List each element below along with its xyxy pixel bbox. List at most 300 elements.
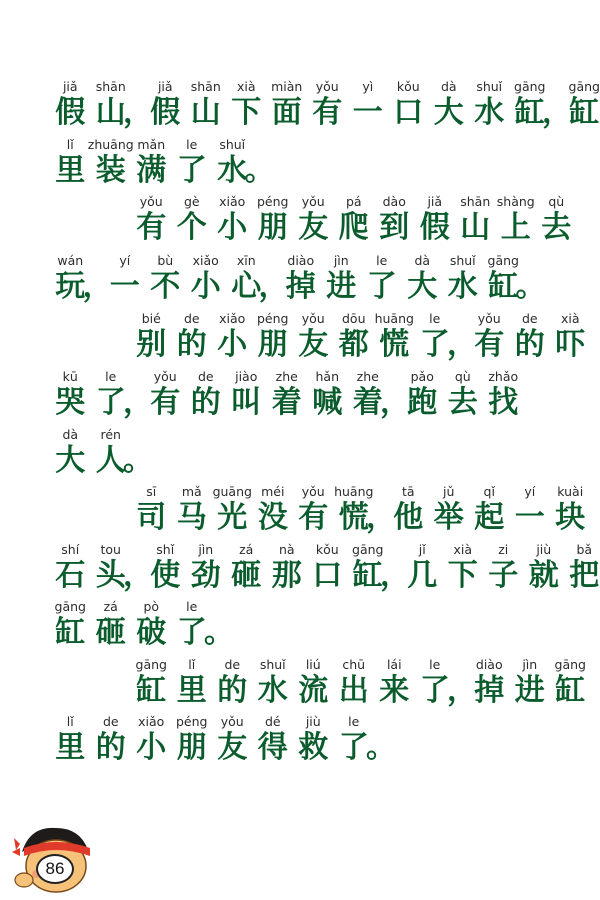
character-unit bbox=[307, 541, 348, 592]
pinyin: lǐ bbox=[66, 714, 74, 729]
character-unit bbox=[429, 483, 470, 534]
punctuation bbox=[380, 368, 410, 420]
pinyin: xià bbox=[236, 79, 256, 94]
character-unit bbox=[550, 656, 591, 707]
character-unit bbox=[131, 656, 172, 707]
hanzi: 一 bbox=[109, 269, 140, 304]
pinyin: zhe bbox=[275, 369, 298, 384]
pinyin: yǒu bbox=[220, 714, 244, 729]
character-unit bbox=[374, 310, 415, 361]
pinyin: zi bbox=[498, 542, 509, 557]
hanzi: 下 bbox=[231, 95, 262, 130]
pinyin: jiǎ bbox=[427, 194, 443, 209]
hanzi: 里 bbox=[176, 673, 207, 708]
punctuation bbox=[380, 541, 410, 593]
pinyin: gāng bbox=[54, 599, 86, 614]
character-unit bbox=[510, 483, 551, 534]
character-unit bbox=[307, 368, 348, 419]
pinyin: kǒu bbox=[315, 542, 339, 557]
pinyin: pá bbox=[345, 194, 362, 209]
character-unit bbox=[172, 713, 213, 764]
pinyin: gāng bbox=[568, 79, 600, 94]
character-unit bbox=[226, 541, 267, 592]
hanzi: 起 bbox=[474, 500, 505, 535]
punctuation-mark: 。 bbox=[366, 730, 396, 765]
character-unit bbox=[131, 193, 172, 244]
hanzi: 朋 bbox=[257, 210, 288, 245]
hanzi: 了 bbox=[95, 385, 126, 420]
character-unit bbox=[145, 368, 186, 419]
character-unit bbox=[267, 541, 308, 592]
pinyin: zhuāng bbox=[87, 137, 134, 152]
hanzi: 心 bbox=[231, 269, 262, 304]
punctuation bbox=[123, 426, 153, 478]
character-unit bbox=[348, 78, 389, 129]
hanzi: 的 bbox=[176, 327, 207, 362]
hanzi: 爬 bbox=[338, 210, 369, 245]
hanzi: 假 bbox=[55, 95, 86, 130]
text-line bbox=[50, 426, 153, 478]
pinyin: méi bbox=[261, 484, 285, 499]
character-unit bbox=[91, 713, 132, 764]
punctuation bbox=[123, 541, 153, 593]
hanzi: 都 bbox=[338, 327, 369, 362]
character-unit bbox=[50, 426, 91, 477]
hanzi: 不 bbox=[150, 269, 181, 304]
hanzi: 里 bbox=[55, 153, 86, 188]
hanzi: 块 bbox=[555, 500, 586, 535]
hanzi: 缸 bbox=[569, 95, 600, 130]
character-unit bbox=[334, 310, 375, 361]
pinyin: péng bbox=[257, 311, 289, 326]
hanzi: 缸 bbox=[136, 673, 167, 708]
character-unit bbox=[212, 193, 253, 244]
hanzi: 玩 bbox=[55, 269, 86, 304]
hanzi: 缸 bbox=[352, 558, 383, 593]
hanzi: 满 bbox=[136, 153, 167, 188]
character-unit bbox=[443, 252, 484, 303]
character-unit bbox=[510, 310, 551, 361]
character-unit bbox=[253, 193, 294, 244]
pinyin: de bbox=[197, 369, 214, 384]
hanzi: 朋 bbox=[257, 327, 288, 362]
pinyin: mǎ bbox=[181, 484, 202, 499]
character-unit bbox=[402, 252, 443, 303]
punctuation bbox=[447, 656, 477, 708]
hanzi: 有 bbox=[312, 95, 343, 130]
hanzi: 水 bbox=[447, 269, 478, 304]
punctuation bbox=[542, 78, 572, 130]
character-unit bbox=[524, 541, 565, 592]
hanzi: 一 bbox=[352, 95, 383, 130]
hanzi: 友 bbox=[298, 210, 329, 245]
hanzi: 上 bbox=[500, 210, 531, 245]
pinyin: zhǎo bbox=[488, 369, 519, 384]
pinyin: zhe bbox=[356, 369, 379, 384]
pinyin: yǒu bbox=[301, 484, 325, 499]
hanzi: 到 bbox=[379, 210, 410, 245]
pinyin: qǐ bbox=[483, 484, 495, 499]
character-unit bbox=[267, 368, 308, 419]
character-unit bbox=[334, 656, 375, 707]
character-unit bbox=[293, 483, 334, 534]
hanzi: 小 bbox=[190, 269, 221, 304]
pinyin: lǐ bbox=[188, 657, 196, 672]
character-unit bbox=[321, 252, 362, 303]
pinyin: xiǎo bbox=[219, 311, 246, 326]
text-line bbox=[50, 483, 591, 534]
hanzi: 没 bbox=[257, 500, 288, 535]
pinyin: dōu bbox=[341, 311, 366, 326]
hanzi: 破 bbox=[136, 615, 167, 650]
pinyin: gāng bbox=[487, 253, 519, 268]
pinyin: lái bbox=[386, 657, 402, 672]
character-unit bbox=[293, 656, 334, 707]
pinyin: yì bbox=[362, 79, 374, 94]
character-unit bbox=[564, 78, 600, 129]
pinyin: shuǐ bbox=[259, 657, 286, 672]
hanzi: 马 bbox=[176, 500, 207, 535]
punctuation bbox=[258, 252, 289, 304]
hanzi: 口 bbox=[312, 558, 343, 593]
character-unit bbox=[172, 193, 213, 244]
character-unit bbox=[402, 541, 443, 592]
pinyin: guāng bbox=[212, 484, 252, 499]
pinyin: mǎn bbox=[137, 137, 166, 152]
character-unit bbox=[50, 598, 91, 649]
hanzi: 有 bbox=[136, 210, 167, 245]
character-unit bbox=[212, 656, 253, 707]
pinyin: lǐ bbox=[66, 137, 74, 152]
pinyin: dà bbox=[62, 427, 79, 442]
character-unit bbox=[469, 656, 510, 707]
pinyin: bié bbox=[141, 311, 161, 326]
text-line bbox=[50, 713, 396, 765]
punctuation-mark: 。 bbox=[515, 269, 546, 304]
pinyin: xià bbox=[453, 542, 473, 557]
character-unit bbox=[50, 78, 91, 129]
pinyin: shuǐ bbox=[476, 79, 503, 94]
character-unit bbox=[212, 713, 253, 764]
character-unit bbox=[131, 598, 172, 649]
character-unit bbox=[131, 310, 172, 361]
character-unit bbox=[267, 78, 308, 129]
hanzi: 面 bbox=[271, 95, 302, 130]
pinyin: huāng bbox=[374, 311, 414, 326]
hanzi: 了 bbox=[366, 269, 397, 304]
pinyin: qù bbox=[454, 369, 471, 384]
pinyin: le bbox=[429, 311, 441, 326]
character-unit bbox=[388, 483, 429, 534]
hanzi: 大 bbox=[55, 443, 86, 478]
hanzi: 口 bbox=[393, 95, 424, 130]
hanzi: 别 bbox=[136, 327, 167, 362]
hanzi: 山 bbox=[95, 95, 126, 130]
punctuation-mark: ， bbox=[447, 673, 477, 708]
pinyin: nà bbox=[278, 542, 295, 557]
pinyin: gāng bbox=[514, 79, 546, 94]
character-unit bbox=[415, 193, 456, 244]
character-unit bbox=[91, 598, 132, 649]
pinyin: dé bbox=[264, 714, 281, 729]
hanzi: 头 bbox=[95, 558, 126, 593]
text-line bbox=[50, 541, 600, 592]
hanzi: 出 bbox=[338, 673, 369, 708]
character-unit bbox=[50, 368, 91, 419]
hanzi: 了 bbox=[419, 327, 450, 362]
hanzi: 一 bbox=[514, 500, 545, 535]
character-unit bbox=[443, 368, 484, 419]
character-unit bbox=[483, 541, 524, 592]
pinyin: miàn bbox=[271, 79, 303, 94]
pinyin: kuài bbox=[557, 484, 584, 499]
pinyin: péng bbox=[257, 194, 289, 209]
hanzi: 有 bbox=[150, 385, 181, 420]
punctuation-mark: ， bbox=[258, 269, 289, 304]
text-line bbox=[50, 598, 234, 650]
character-unit bbox=[226, 368, 267, 419]
punctuation bbox=[123, 368, 153, 420]
pinyin: huāng bbox=[334, 484, 374, 499]
character-unit bbox=[186, 78, 227, 129]
pinyin: qù bbox=[548, 194, 565, 209]
pinyin: sī bbox=[146, 484, 157, 499]
pinyin: jiù bbox=[305, 714, 321, 729]
pinyin: wán bbox=[57, 253, 84, 268]
pinyin: jiào bbox=[235, 369, 258, 384]
hanzi: 的 bbox=[95, 730, 126, 765]
punctuation-mark: ， bbox=[123, 385, 153, 420]
character-unit bbox=[281, 252, 322, 303]
pinyin: chū bbox=[342, 657, 366, 672]
pinyin: jìn bbox=[522, 657, 538, 672]
hanzi: 使 bbox=[150, 558, 181, 593]
punctuation bbox=[123, 78, 153, 130]
character-unit bbox=[145, 541, 186, 592]
character-unit bbox=[145, 252, 186, 303]
text-line bbox=[50, 368, 524, 419]
punctuation-mark: ， bbox=[366, 500, 396, 535]
pinyin: gāng bbox=[554, 657, 586, 672]
character-unit bbox=[334, 193, 375, 244]
hanzi: 人 bbox=[95, 443, 126, 478]
hanzi: 着 bbox=[352, 385, 383, 420]
hanzi: 小 bbox=[217, 210, 248, 245]
hanzi: 那 bbox=[271, 558, 302, 593]
hanzi: 来 bbox=[379, 673, 410, 708]
hanzi: 司 bbox=[136, 500, 167, 535]
character-unit bbox=[131, 136, 172, 187]
punctuation-mark: ， bbox=[123, 95, 153, 130]
pinyin: xīn bbox=[236, 253, 256, 268]
hanzi: 了 bbox=[176, 153, 207, 188]
character-unit bbox=[402, 368, 443, 419]
pinyin: zá bbox=[239, 542, 254, 557]
character-unit bbox=[443, 541, 484, 592]
character-unit bbox=[469, 310, 510, 361]
character-unit bbox=[293, 193, 334, 244]
pinyin: yí bbox=[524, 484, 536, 499]
hanzi: 得 bbox=[257, 730, 288, 765]
hanzi: 流 bbox=[298, 673, 329, 708]
pinyin: gāng bbox=[135, 657, 167, 672]
pinyin: hǎn bbox=[315, 369, 339, 384]
character-unit bbox=[374, 656, 415, 707]
hanzi: 缸 bbox=[555, 673, 586, 708]
pinyin: pǎo bbox=[410, 369, 434, 384]
character-unit bbox=[50, 713, 91, 764]
pinyin: péng bbox=[176, 714, 208, 729]
pinyin: le bbox=[376, 253, 388, 268]
pinyin: kū bbox=[62, 369, 78, 384]
pinyin: shuǐ bbox=[219, 137, 246, 152]
punctuation bbox=[447, 310, 477, 362]
character-unit bbox=[105, 252, 146, 303]
pinyin: shān bbox=[190, 79, 221, 94]
hanzi: 找 bbox=[488, 385, 519, 420]
punctuation-mark: ， bbox=[82, 269, 113, 304]
pinyin: jiǎ bbox=[157, 79, 173, 94]
pinyin: xià bbox=[560, 311, 580, 326]
hanzi: 水 bbox=[474, 95, 505, 130]
punctuation-mark: ， bbox=[542, 95, 572, 130]
character-unit bbox=[131, 713, 172, 764]
punctuation bbox=[204, 598, 234, 650]
character-unit bbox=[483, 368, 524, 419]
pinyin: yǒu bbox=[153, 369, 177, 384]
character-unit bbox=[469, 78, 510, 129]
punctuation-mark: ， bbox=[380, 385, 410, 420]
hanzi: 了 bbox=[176, 615, 207, 650]
hanzi: 大 bbox=[407, 269, 438, 304]
pinyin: le bbox=[186, 599, 198, 614]
pinyin: tou bbox=[100, 542, 121, 557]
pinyin: de bbox=[102, 714, 119, 729]
text-line bbox=[50, 656, 591, 707]
hanzi: 缸 bbox=[55, 615, 86, 650]
hanzi: 慌 bbox=[338, 500, 369, 535]
pinyin: kǒu bbox=[396, 79, 420, 94]
pinyin: gè bbox=[183, 194, 200, 209]
hanzi: 缸 bbox=[488, 269, 519, 304]
hanzi: 有 bbox=[298, 500, 329, 535]
character-unit bbox=[455, 193, 496, 244]
pinyin: bǎ bbox=[576, 542, 593, 557]
character-unit bbox=[253, 656, 294, 707]
pinyin: yǒu bbox=[301, 311, 325, 326]
hanzi: 砸 bbox=[231, 558, 262, 593]
hanzi: 跑 bbox=[407, 385, 438, 420]
hanzi: 水 bbox=[217, 153, 248, 188]
hanzi: 的 bbox=[217, 673, 248, 708]
text-line bbox=[50, 252, 546, 304]
pinyin: liú bbox=[305, 657, 321, 672]
character-unit bbox=[172, 656, 213, 707]
pinyin: de bbox=[183, 311, 200, 326]
hanzi: 喊 bbox=[312, 385, 343, 420]
hanzi: 石 bbox=[55, 558, 86, 593]
hanzi: 举 bbox=[433, 500, 464, 535]
pinyin: dà bbox=[414, 253, 431, 268]
text-line bbox=[50, 78, 600, 129]
character-unit bbox=[186, 541, 227, 592]
pinyin: jiǎ bbox=[62, 79, 78, 94]
character-unit bbox=[469, 483, 510, 534]
character-unit bbox=[374, 193, 415, 244]
pinyin: rén bbox=[100, 427, 121, 442]
pinyin: bù bbox=[157, 253, 174, 268]
pinyin: jìn bbox=[198, 542, 214, 557]
punctuation bbox=[515, 252, 546, 304]
hanzi: 友 bbox=[298, 327, 329, 362]
hanzi: 进 bbox=[514, 673, 545, 708]
pinyin: dà bbox=[440, 79, 457, 94]
character-unit bbox=[307, 78, 348, 129]
hanzi: 慌 bbox=[379, 327, 410, 362]
hanzi: 了 bbox=[419, 673, 450, 708]
hanzi: 掉 bbox=[474, 673, 505, 708]
character-unit bbox=[186, 252, 227, 303]
pinyin: shǐ bbox=[156, 542, 175, 557]
character-unit bbox=[293, 713, 334, 764]
pinyin: gāng bbox=[352, 542, 384, 557]
hanzi: 了 bbox=[338, 730, 369, 765]
hanzi: 装 bbox=[95, 153, 126, 188]
pinyin: shàng bbox=[496, 194, 535, 209]
pinyin: le bbox=[186, 137, 198, 152]
hanzi: 吓 bbox=[555, 327, 586, 362]
hanzi: 的 bbox=[190, 385, 221, 420]
pinyin: xiǎo bbox=[192, 253, 219, 268]
hanzi: 的 bbox=[514, 327, 545, 362]
punctuation-mark: ， bbox=[123, 558, 153, 593]
hanzi: 叫 bbox=[231, 385, 262, 420]
character-unit bbox=[212, 483, 253, 534]
hanzi: 砸 bbox=[95, 615, 126, 650]
pinyin: shuǐ bbox=[449, 253, 476, 268]
punctuation-mark: 。 bbox=[204, 615, 234, 650]
hanzi: 友 bbox=[217, 730, 248, 765]
punctuation-mark: ， bbox=[380, 558, 410, 593]
pinyin: pò bbox=[143, 599, 160, 614]
hanzi: 朋 bbox=[176, 730, 207, 765]
pinyin: jiù bbox=[536, 542, 552, 557]
character-unit bbox=[131, 483, 172, 534]
hanzi: 掉 bbox=[285, 269, 316, 304]
pinyin: dào bbox=[382, 194, 406, 209]
hanzi: 去 bbox=[447, 385, 478, 420]
character-unit bbox=[226, 78, 267, 129]
hanzi: 假 bbox=[419, 210, 450, 245]
hanzi: 水 bbox=[257, 673, 288, 708]
text-line bbox=[50, 310, 591, 361]
hanzi: 劲 bbox=[190, 558, 221, 593]
hanzi: 小 bbox=[217, 327, 248, 362]
pinyin: le bbox=[348, 714, 360, 729]
hanzi: 子 bbox=[488, 558, 519, 593]
character-unit bbox=[550, 483, 591, 534]
punctuation bbox=[366, 713, 396, 765]
pinyin: de bbox=[224, 657, 241, 672]
character-unit bbox=[172, 136, 213, 187]
hanzi: 救 bbox=[298, 730, 329, 765]
hanzi: 山 bbox=[460, 210, 491, 245]
pinyin: yí bbox=[119, 253, 131, 268]
pinyin: tā bbox=[401, 484, 415, 499]
punctuation bbox=[244, 136, 275, 188]
text-line bbox=[50, 193, 577, 244]
character-unit bbox=[50, 541, 91, 592]
